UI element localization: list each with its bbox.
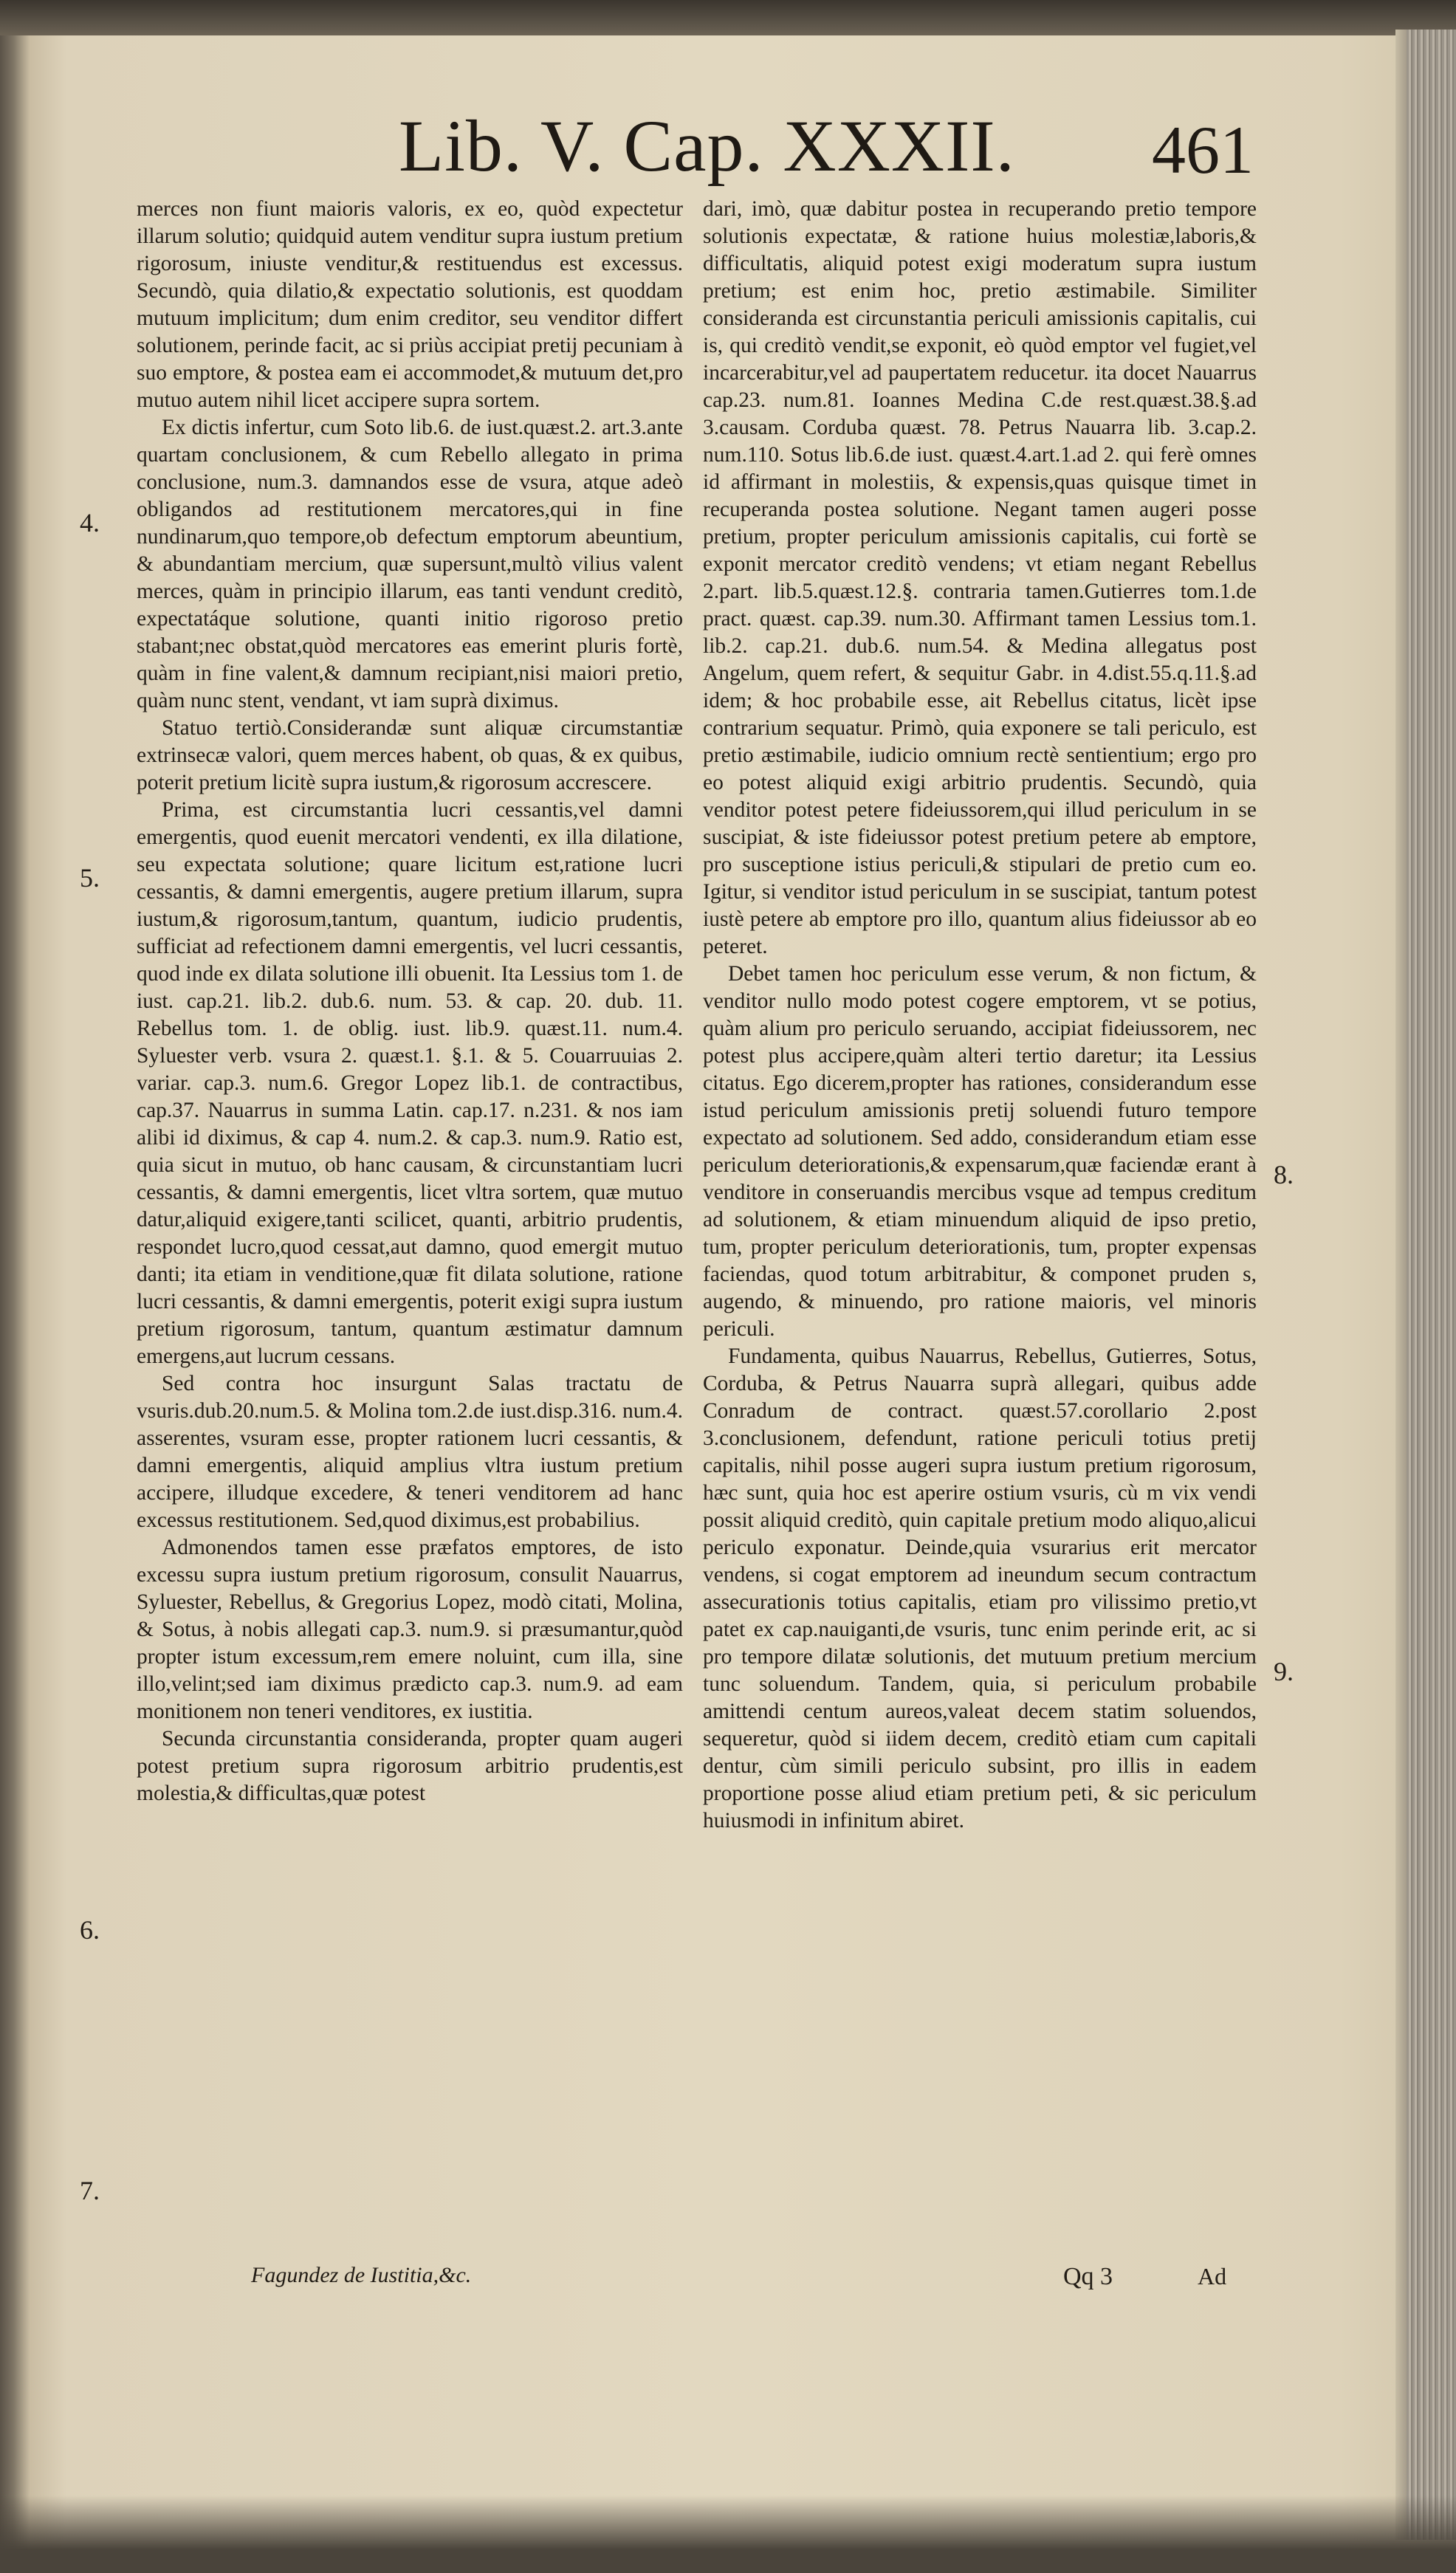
margin-number-7: 7. [80, 2176, 100, 2205]
right-paragraph-1: dari, imò, quæ dabitur postea in recuperando pretio tempore solutionis expectatæ, & ratione huius molestiæ,laboris,& difficultatis, aliquid potest exigi moderatum supra iustum pretium; est enim hoc, pretio æstimabile. Similiter consideranda est circunstantia periculi amissionis capitalis, cui is, qui creditò vendit,se exponit, eò quòd emptor vel fugiet,vel incarcerabitur,vel ad paupertatem reducetur. ita docet Nauarrus cap.23. num.81. Ioannes Medina C.de rest.quæst.38.§.ad 3.causam. Corduba quæst. 78. Petrus Nauarra lib. 3.cap.2. num.110. Sotus lib.6.de iust. quæst.4.art.1.ad 2. qui ferè omnes id affirmant in molestiis, & expensis,quas quisque timet in recuperanda postea solutione. Negant tamen augeri posse pretium, propter periculum amissionis capitalis, cui fortè se exponit mercator creditò vendens; vt etiam negant Rebellus 2.part. lib.5.quæst.12.§. contraria tamen.Gutierres tom.1.de pract. quæst. cap.39. num.30. Affirmant tamen Lessius tom.1. lib.2. cap.21. dub.6. num.54. & Medina allegatus post Angelum, quem refert, & sequitur Gabr. in 4.dist.55.q.11.§.ad idem; & hoc probabile esse, ait Rebellus citatus, licèt ipse contrarium sequatur. Primò, quia exponere se tali periculo, est pretio æstimabile, iudicio omnium rectè sentientium; ergo pro eo potest aliquid exigi arbitrio prudentis. Secundò, quia venditor potest petere fideiussorem,qui illud periculum in se suscipiat, & iste fideiussor potest pretium petere ab emptore, pro susceptione istius periculi,& stipulari de pretio cum eo. Igitur, si venditor istud periculum in se suscipiat, tantum potest iustè petere ab emptore pro illo, quantum alius fideiussor ab eo peteret. [703, 197, 1257, 958]
margin-number-9: 9. [1274, 1657, 1294, 1686]
book-page-edges [1407, 30, 1456, 2540]
scan-top-border [0, 0, 1456, 35]
right-paragraph-3: Fundamenta, quibus Nauarrus, Rebellus, Gutierres, Sotus, Corduba, & Petrus Nauarra suprà allegari, quibus adde Conradum de contract. quæst.57.corollario 2.post 3.conclusionem, defendunt, ratione periculi totius pretij capitalis, nihil posse augeri supra iustum pretium rigorosum, hæc sunt, quia hoc est aperire ostium vsuris, cù m vix vendi possit aliquid creditò, quin capitale pretium modo aliquo,alicui periculo exponatur. Deinde,quia vsurarius erit mercator vendens, si cogat emptorem ad ineundum secum contractum assecurationis totius capitalis, etiam pro vilissimo pretio,vt patet ex cap.nauiganti,de vsuris, tunc enim perinde erit, ac si pro tempore dilatæ solutionis, det mutuum pretium mercium tunc soluendum. Tandem, quia, si periculum probabile amittendi centum aureos,valeat decem statim soluendos, sequeretur, quòd si iidem decem, creditò etiam cum capitali dentur, cùm simili periculo subsint, pro illis in eadem proportione posse aliud etiam pretium peti, & sic periculum huiusmodi in infinitum abiret. [703, 1344, 1257, 1832]
scan-bottom-border [0, 2495, 1456, 2573]
left-paragraph-5: Sed contra hoc insurgunt Salas tractatu de vsuris.dub.20.num.5. & Molina tom.2.de iust.disp.316. num.4. asserentes, vsuram esse, propter rationem lucri cessantis, & damni emergentis, aliquid amplius vltra iustum pretium accipere, illudque excedere, & teneri venditorem ad hanc excessus restitutionem. Sed,quod diximus,est probabilius. [137, 1372, 683, 1532]
margin-number-4: 4. [80, 508, 100, 537]
left-paragraph-1: merces non fiunt maioris valoris, ex eo, quòd expectetur illarum solutio; quidquid autem venditur supra iustum pretium rigorosum, iniuste venditur,& restituendus est excessus. Secundò, quia dilatio,& expectatio solutionis, est quoddam mutuum implicitum; dum enim creditor, seu venditor differt solutionem, perinde facit, ac si priùs accipiat pretij pecuniam à suo emptore, & postea eam ei accommodet,& mutuum det,pro mutuo autem nihil licet accipere supra sortem. [137, 197, 683, 412]
catchword: Ad [1198, 2263, 1227, 2289]
left-paragraph-2: Ex dictis infertur, cum Soto lib.6. de iust.quæst.2. art.3.ante quartam conclusionem, & cum Rebello allegato in prima conclusione, num.3. damnandos esse de vsura, atque adeò obligandos ad restitutionem mercatores,qui in fine nundinarum,quo tempore,ob defectum emptorum abeuntium, & abundantiam mercium, quæ supersunt,multò vilius valent merces, quàm in principio illarum, eas tanti vendunt creditò, expectatáque solutione, quanti initio rigoroso pretio stabant;nec obstat,quòd mercatores eas emerint pluris fortè, quàm in fine valent,& damnum recipiant,nisi maiori pretio, quàm nunc stent, vendant, vt iam suprà diximus. [137, 416, 683, 712]
right-paragraph-2: Debet tamen hoc periculum esse verum, & non fictum, & venditor nullo modo potest cogere emptorem, vt se potius, quàm alium pro periculo seruando, accipiat fideiussorem, nec potest plus accipere,quàm alteri tertio daretur; ita Lessius citatus. Ego dicerem,propter has rationes, considerandum esse istud periculum amissionis pretij soluendi futuro tempore expectato ad solutionem. Sed addo, considerandum etiam esse periculum deteriorationis,& expensarum,quæ faciendæ erant à venditore in conseruandis mercibus vsque ad tempus creditum ad solutionem, & etiam minuendum aliquid de ipso pretio, tum, propter periculum deteriorationis, tum, propter expensas faciendas, quod totum arbitrabitur, & componet pruden s, augendo, & minuendo, pro ratione maioris, vel minoris periculi. [703, 962, 1257, 1341]
left-paragraph-7: Secunda circunstantia consideranda, propter quam augeri potest pretium supra rigorosum arbitrio prudentis,est molestia,& difficultas,quæ potest [137, 1727, 683, 1805]
margin-number-6: 6. [80, 1915, 100, 1945]
margin-number-5: 5. [80, 863, 100, 893]
left-paragraph-6: Admonendos tamen esse præfatos emptores, de isto excessu supra iustum pretium rigorosum, consulit Nauarrus, Syluester, Rebellus, & Gregorius Lopez, modò citati, Molina, & Sotus, à nobis allegati cap.3. num.9. si præsumantur,quòd propter istum excessum,rem emere noluint, cum illa, sine illo,velint;sed iam diximus prædicto cap.3. num.9. ad eam monitionem non teneri venditores, ex iustitia. [137, 1536, 683, 1723]
left-paragraph-3: Statuo tertiò.Considerandæ sunt aliquæ circumstantiæ extrinsecæ valori, quem merces habent, ob quas, & ex quibus, poterit pretium licitè supra iustum,& rigorosum accrescere. [137, 716, 683, 794]
signature-mark: Qq 3 [1063, 2263, 1113, 2290]
margin-number-8: 8. [1274, 1160, 1294, 1189]
page-number: 461 [1152, 112, 1254, 188]
left-paragraph-4: Prima, est circumstantia lucri cessantis,vel damni emergentis, quod euenit mercatori vendenti, ex illa dilatione, seu expectata solutione; quare licitum est,ratione lucri cessantis, & damni emergentis, augere pretium illarum, supra iustum,& rigorosum,tantum, quantum, iudicio prudentis, sufficiat ad refectionem damni emergentis, vel lucri cessantis, quod inde ex dilata solutione illi obuenit. Ita Lessius tom 1. de iust. cap.21. lib.2. dub.6. num. 53. & cap. 20. dub. 11. Rebellus tom. 1. de oblig. iust. lib.9. quæst.11. num.4. Syluester verb. vsura 2. quæst.1. §.1. & 5. Couarruuias 2. variar. cap.3. num.6. Gregor Lopez lib.1. de contractibus, cap.37. Nauarrus in summa Latin. cap.17. n.231. & nos iam alibi id diximus, & cap 4. num.2. & cap.3. num.9. Ratio est, quia sicut in mutuo, ob hanc causam, & circunstantiam lucri cessantis, & damni emergentis, licet vltra sortem, quæ mutuo datur,aliquid exigere,tanti scilicet, quanti, arbitrio prudentis, respondet lucro,quod cessat,aut damno, quod emergit mutuo danti; ita etiam in venditione,quæ fit dilata solutione, ratione lucri cessantis, & damni emergentis, poterit exigi supra iustum pretium rigorosum, tantum, quantum æstimatur damnum emergens,aut lucrum cessans. [137, 798, 683, 1368]
right-column [703, 196, 1257, 1835]
footer-author-line: Fagundez de Iustitia,&c. [251, 2263, 472, 2287]
left-column [137, 196, 683, 1807]
running-head-title: Lib. V. Cap. XXXII. [399, 105, 1015, 187]
